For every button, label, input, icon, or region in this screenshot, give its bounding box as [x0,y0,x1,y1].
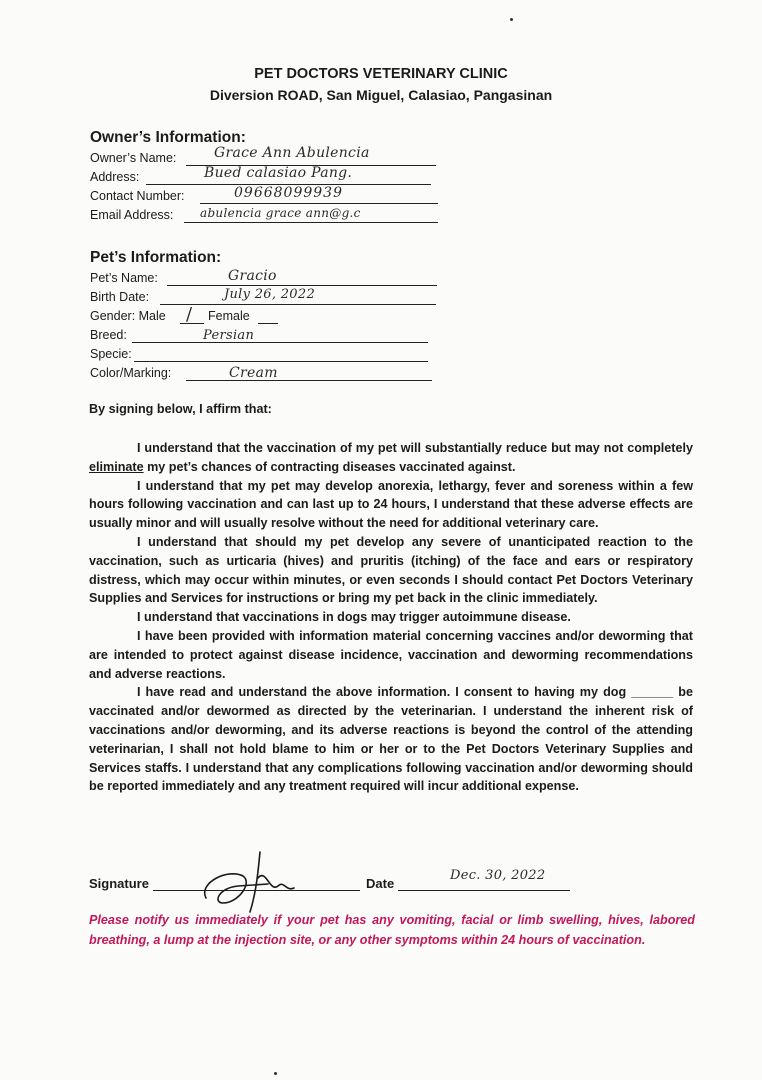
breed-value[interactable]: Persian [203,328,255,343]
owner-name-label: Owner’s Name: [90,151,177,165]
pet-name-value[interactable]: Gracio [228,268,277,284]
eliminate-underlined: eliminate [89,459,144,474]
date-value[interactable]: Dec. 30, 2022 [450,868,546,883]
breed-label: Breed: [90,328,127,342]
affirm-paragraph-4: I understand that vaccinations in dogs may trigger autoimmune disease. [137,610,571,625]
pet-name-label: Pet’s Name: [90,271,158,285]
color-marking-label: Color/Marking: [90,366,172,380]
scan-speck [274,1072,277,1075]
breed-line [132,342,428,343]
address-label: Address: [90,170,140,184]
affirm-paragraph-3: I understand that should my pet develop any severe of unanticipated reaction to the vaccination, such as urticaria (hives) and pruritis (itching) of the face and ears or respiratory distress, which may occur within minutes, or even seconds I should contact Pet Doctors Veterinary Supplies and Services for instructions or bring my pet back in the clinic immediately. [89,534,693,606]
contact-number-value[interactable]: 09668099939 [234,185,343,201]
owner-name-value[interactable]: Grace Ann Abulencia [214,145,370,161]
gender-female-line [258,323,278,324]
pet-name-line [167,285,437,286]
affirm-paragraph-5: I have been provided with information material concerning vaccines and/or deworming that are intended to protect against disease incidence, vaccination and deworming recommendations and adverse reactions. [89,628,693,681]
contact-number-label: Contact Number: [90,189,185,203]
color-marking-line [186,380,432,381]
gender-male-label: Gender: Male [90,309,166,323]
date-line [398,890,570,891]
birth-date-line [160,304,436,305]
signature-label: Signature [89,876,149,891]
email-address-label: Email Address: [90,208,174,222]
pet-section-heading: Pet’s Information: [90,249,222,266]
affirm-paragraph-6: I have read and understand the above information. I consent to having my dog ______ be vaccinated and/or dewormed as directed by the veterinarian. I understand the inherent risk of vaccinations and/or deworming, and its adverse reactions is beyond the control of the attending veterinarian, I shall not hold blame to him or her or to the Pet Doctors Veterinary Supplies and Services staffs. I understand that any complications following vaccination and/or deworming should be reported immediately and any treatment required will incur additional expense. [89,685,693,794]
birth-date-value[interactable]: July 26, 2022 [224,287,316,302]
email-address-line [184,222,438,223]
affirm-p1-text-end: my pet’s chances of contracting diseases vaccinated against. [143,459,516,474]
clinic-name: PET DOCTORS VETERINARY CLINIC [254,66,508,82]
specie-label: Specie: [90,347,132,361]
affirm-intro: By signing below, I affirm that: [89,402,272,416]
scan-speck [510,18,513,21]
email-address-value[interactable]: abulencia grace ann@g.c [200,206,361,220]
gender-male-check[interactable]: / [186,304,193,325]
birth-date-label: Birth Date: [90,290,150,304]
affirmation-body [89,439,693,796]
contact-number-line [200,203,438,204]
date-label: Date [366,876,395,891]
gender-female-label: Female [208,309,250,323]
affirm-paragraph-2: I understand that my pet may develop anorexia, lethargy, fever and soreness within a few hours following vaccination and can last up to 24 hours, I understand that these adverse effects are usually minor and will usually resolve without the need for additional veterinary care. [89,478,693,531]
color-marking-value[interactable]: Cream [229,365,278,381]
affirm-paragraph-1 [89,439,693,477]
clinic-address: Diversion ROAD, San Miguel, Calasiao, Pangasinan [209,87,553,103]
address-value[interactable]: Bued calasiao Pang. [204,165,353,181]
notice-text: Please notify us immediately if your pet has any vomiting, facial or limb swelling, hives, labored breathing, a lump at the injection site, or any other symptoms within 24 hours of vaccination. [89,913,695,947]
specie-line [134,361,428,362]
affirm-p1-text: I understand that the vaccination of my pet will substantially reduce but may not completely [137,441,693,455]
owner-section-heading: Owner’s Information: [90,129,246,146]
handwritten-signature[interactable] [198,848,318,918]
